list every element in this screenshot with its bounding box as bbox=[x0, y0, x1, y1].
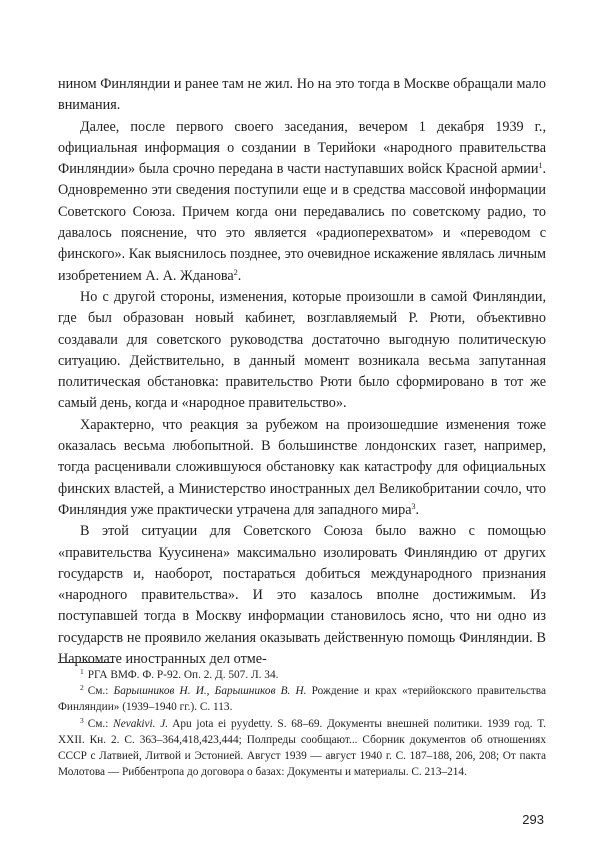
footnote-1-text: РГА ВМФ. Ф. Р-92. Оп. 2. Д. 507. Л. 34. bbox=[87, 669, 279, 681]
paragraph-4 bbox=[58, 415, 546, 521]
paragraph-2-text-b: . Одновременно эти сведения поступили еще и в средства массовой информации Советского Союза. Причем когда они передавались по советскому радио, то давалось пояснение, что это является «радиоперехватом» и «переводом с финского». Как выяснилось позднее, это очевидное искажение являлась личным изобретением А. А. Жданова bbox=[58, 161, 546, 284]
footnote-1 bbox=[58, 667, 546, 683]
footnote-ref-3: 3 bbox=[411, 501, 416, 511]
paragraph-5 bbox=[58, 521, 546, 670]
paragraph-3 bbox=[58, 287, 546, 415]
footnote-2-authors: Барышников Н. И., Барышников В. Н. bbox=[113, 685, 307, 698]
paragraph-4-text-b: . bbox=[415, 501, 420, 518]
footnotes bbox=[58, 667, 546, 780]
footnote-1-mark: 1 bbox=[80, 667, 84, 676]
footnote-3-text: Apu jota ei pyydetty. S. 68–69. Документы внешней политики. 1939 год. Т. XXII. Кн. 2. С. 363–364,418,423,444; Полпреды сообщают... Сборник документов об отношениях СССР с Латвией, Литвой и Эстонией. Август 1939 — август 1940 г. С. 187–188, 206, 208; От пакта Молотова — Риббентропа до договора о базах: Документы и материалы. С. 213–214. bbox=[58, 717, 546, 779]
footnote-2-prefix: См.: bbox=[87, 685, 114, 698]
paragraph-2-text-c: . bbox=[237, 267, 242, 284]
footnote-3 bbox=[58, 716, 546, 781]
footnote-ref-1: 1 bbox=[538, 161, 543, 171]
main-text bbox=[58, 74, 546, 670]
footnote-2-mark: 2 bbox=[80, 683, 84, 693]
footnote-ref-2: 2 bbox=[233, 267, 238, 277]
page-number: 293 bbox=[522, 812, 544, 827]
paragraph-2 bbox=[58, 117, 546, 287]
paragraph-5-text: В этой ситуации для Советского Союза было важно с помощью «правительства Куусинена» максимально изолировать Финляндию от других государств и, наоборот, постараться добиться международного признания «народного правительства». И это казалось вполне достижимым. Из поступавшей тогда в Москву информации становилось ясно, что ни одно из государств не проявило желания оказывать действенную помощь Финляндии. В Наркомате иностранных дел отме- bbox=[58, 523, 546, 668]
paragraph-1 bbox=[58, 74, 546, 117]
footnote-3-mark: 3 bbox=[80, 715, 84, 725]
footnote-2 bbox=[58, 683, 546, 715]
paragraph-2-text-a: Далее, после первого своего заседания, вечером 1 декабря 1939 г., официальная информация о создании в Терийоки «народного правительства Финляндии» была срочно передана в части наступавших войск Красной армии bbox=[58, 118, 546, 178]
paragraph-1-text: нином Финляндии и ранее там не жил. Но на это тогда в Москве обращали мало внимания. bbox=[58, 76, 546, 114]
paragraph-4-text-a: Характерно, что реакция за рубежом на произошедшие изменения тоже оказалась весьма любопытной. В большинстве лондонских газет, например, тогда расценивали сложившуюся обстановку как катастрофу для официальных финских властей, а Министерство иностранных дел Великобритании сочло, что Финляндия уже практически утрачена для западного мира bbox=[58, 416, 546, 518]
footnote-2-text: Рождение и крах «терийокского правительства Финляндии» (1939–1940 гг.). С. 113. bbox=[58, 685, 546, 714]
footnote-3-author: Nevakivi. J. bbox=[113, 717, 169, 730]
paragraph-3-text: Но с другой стороны, изменения, которые произошли в самой Финляндии, где был образован новый кабинет, возглавляемый Р. Рюти, объективно создавали для советского руководства достаточно выгодную политическую ситуацию. Действительно, в данный момент возникала весьма запутанная политическая обстановка: правительство Рюти было сформировано в тот же самый день, когда и «народное правительство». bbox=[58, 288, 546, 412]
footnote-divider bbox=[58, 662, 114, 663]
footnote-3-prefix: См.: bbox=[87, 717, 114, 730]
